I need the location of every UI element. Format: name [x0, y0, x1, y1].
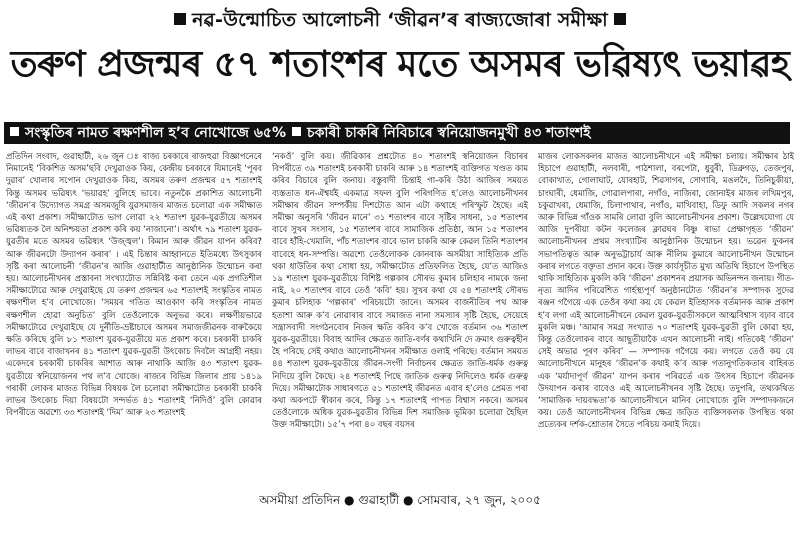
- article-column-3: [538, 150, 794, 468]
- article-body: [6, 150, 794, 468]
- column-text: প্ৰতিদিন সংবাদ, গুৱাহাটী, ২৬ জুন ঃ ৰাজ্য চৰকাৰে ৰাজহুৱা বিজ্ঞাপনেৰে নিমানেই ‘বিকশিত অসম’ছবি দেখুৱাওক কিয়, কেন্দ্ৰীয় চৰকাৰে যিমানেই ‘পূৰব দুৱাৰ’ খোলাৰ সপোন দেখুৱাওক কিয়, অসমৰ তৰুণ প্ৰজন্মৰ ৫৭ শতাংশই কিন্তু অসমৰ ভৱিষ্যৎ ‘ভয়াৱহ’ বুলিহে ভাবে। নতুনকৈ প্ৰকাশিত আলোচনী ‘জীৱন’ৰ উদ্যোগত সমগ্ৰ অসমজুৰি যুৱসমাজৰ মাজত চলোৱা এক সমীক্ষাত এই কথা প্ৰকাশ। সমীক্ষাটোত ভাগ লোৱা ২২ শতাংশ যুৱক-যুৱতীয়ে অসমৰ ভৱিষ্যতক লৈ অনিশ্চয়তা প্ৰকাশ কৰি কয় ‘নাজানো’। অৰ্থাৎ ৭৯ শতাংশ যুৱক-যুৱতীৰ মতে অসমৰ ভৱিষ্যৎ ‘উজ্জ্বল’। কিমান আৰু জীৱন যাপন কৰিব? আৰু জীৱনটো উদ্যাপন কৰাৰ’ । এই চিন্তাৰ আহ্বানতে ইতিমধ্যে উৎসুকাৰ সৃষ্টি কৰা আলোচনী ‘জীৱন’ৰ আজি গুৱাহাটীত আনুষ্ঠানিক উন্মোচন কৰা হয়। আলোচনীখনৰ প্ৰস্তাবনা সংখ্যাটোত সন্নিবিষ্ট কৰা তেনে এক প্ৰগতিশীল সমীক্ষাটোৱে আৰু দেখুৱাইছে যে তৰুণ প্ৰজন্মৰ ৬৫ শতাংশই সংস্কৃতিৰ নামত ৰক্ষণশীল হ’ব নোখোজে। ‘সময়ৰ গতিত আওকাণ কৰি সংস্কৃতিৰ নামত ৰক্ষণশীল হোৱা অনুচিত’ বুলি তেওঁলোকে অনুভৱ কৰে। লক্ষণীয়ভাৱে সমীক্ষাটোৱে দেখুৱাইছে যে দুৰ্নীতি-ভ্ৰষ্টাচাৰে অসমৰ সমাজজীৱনক বাৰুকৈয়ে ক্ষতি কৰিছে বুলি ৮১ শতাংশ যুৱক-যুৱতীয়ে মত প্ৰকাশ কৰে। চৰকাৰী চাকৰি লাভৰ বাবে বাজাখনৰ ৪১ শতাংশ যুৱক-যুৱতী উৎকোচ দিবলৈ আগ্ৰহী নহয়। একেদৰে চৰকাৰী চাকৰিৰ আশাত আৰু নাথাকি আজি ৪৩ শতাংশ যুৱক-যুৱতীয়ে স্বনিয়োজনৰ পথ ল’ব খোজে। ৰাজ্যৰ বিভিন্ন জিলাৰ প্ৰায় ১৪১৯ গৰাকী লোকৰ মাজত বিভিন্ন বিষয়ক লৈ চলোৱা সমীক্ষাটোত চৰকাৰী চাকৰি লাভৰ উৎকোচ দিয়া বিষয়টো সন্দৰ্ভত ৪১ শতাংশই ‘নিদিওঁ’ বুলি কোৱাৰ বিপৰীতে অৱশ্যে ৩৩ শতাংশই ‘দিম’ আৰু ২৩ শতাংশই: [6, 151, 262, 418]
- kicker-text: নৱ-উন্মোচিত আলোচনী ‘জীৱন’ৰ ৰাজ্যজোৰা সমীক্ষা: [192, 9, 608, 31]
- column-text: মাজৰ লোকসকলৰ মাজত আলোচনীখনে এই সমীক্ষা চলায়। সমীক্ষাৰ ঠাই হিচাপে গুৱাহাটী, নলবাৰী, পাঠশালা, বৰপেটা, ধুবুৰী, ডিব্ৰুগড়, তেজপুৰ, বোকাখাত, গোলাঘাট, যোৰহাট, শিৱসাগৰ, সোণাৰি, মঙলদৈ, তিনিচুকীয়া, চাংঘাৰী, ধেমাজি, গোৱালপাৰা, নগাঁও, নাজিৰা, জোনাইৰ মাজৰ লখিমপুৰ, চকুৱাখৰা, ধেমাজি, চিলাপাথাৰ, নগাঁও, মাখিবাহা, ডিফু আদি সকলৰ নগৰ আৰু বিভিন্ন গাঁওক সামৰি লোৱা বুলি আলোচনীখনৰ প্ৰকাশ। উল্লেখযোগ্য যে আজি দুপৰীয়া কটন কলেজৰ ক্লাৱঘৰ বিষ্ণু ৰাভা প্ৰেক্ষাগৃহত ‘জীৱন’ আলোচনীখনৰ প্ৰথম সংখ্যাটিৰ আনুষ্ঠানিক উন্মোচন হয়। ভৱেন ফুকনৰ সভাপতিত্বত আৰু অনুভট্টাচাৰ্য আৰু নীলিম কুমাৰে আলোচনীখন উন্মোচন কৰাৰ লগতে বক্তৃতা প্ৰদান কৰে। উক্ত কাৰ্যসূচীত মুখ্য অতিথি হিচাপে উপস্থিত থাকি সাহিত্যিক মুকলি কৰি ‘জীৱন’ প্ৰকাশনৰ প্ৰয়াসক অভিনন্দন জনায়। গীত-নৃত্য আদিৰ পৰিৱেশিত গাৰ্হস্থ্যপূৰ্ণ অনুষ্ঠানটোত ‘জীৱন’ৰ সম্পাদক সুদেৱ ৰঞ্জন গগৈয়ে এক তেওঁৰ কথা কয় যে কেৱল ইতিহাসক বৰ্তমানক আৰু প্ৰকাশ হ’ব লগা এই আলোচনীখনে কেৱল যুৱক-যুৱতীসকলে আত্মবিশ্বাস বঢ়াব বাবে মুকলি মঞ্চ। ‘আমাৰ সমগ্ৰ সংখ্যাত ৭০ শতাংশই যুৱক-যুৱতী বুলি কোৱা হয়, কিন্তু তেওঁলোকৰ বাবে আছুতীয়াকৈ এখন আলোচনী নাই। গতিকেই ‘জীৱন’ সেই অভাৱ পূৰণ কৰিব’ — সম্পাদক গগৈয়ে কয়। লগতে তেওঁ কয় যে আলোচনীখনে মানুহৰ ‘জীৱন’ক কথাই ক’ব আৰু গতানুগতিকতাৰ বাহিৰত এক ‘মৰ্যাদাপূৰ্ণ জীৱন’ যাপন কৰাৰ পৰিৱৰ্তে এক উৎসৰ হিচাপে জীৱনক উদযাপন কৰাৰ বাবেও এই আলোচনীখনৰ সৃষ্টি হৈছে। তদুপৰি, তথ্যকথিত ‘সামাজিক দায়বদ্ধতা’ক আলোচনীখনে মানিব নোখোজে বুলি সম্পাদকজনে কয়। তেওঁ আলোচনীখনৰ বিভিন্ন ক্ষেত্ৰ জড়িত ব্যক্তিসকলক উপস্থিত থকা প্ৰত্যেকৰ দৰ্শক-শ্ৰোতাৰ সৈতে পৰিচয় কৰাই দিয়ে।: [538, 151, 794, 430]
- article-column-1: [6, 150, 262, 468]
- subheading-2: চকাৰী চাকৰি নিবিচাৰে স্বনিয়োজনমুখী ৪৩ শতাংশই: [307, 125, 591, 141]
- bullet-square-icon: [174, 13, 186, 25]
- bullet-square-icon: [614, 13, 626, 25]
- kicker-line: [0, 6, 800, 38]
- publication-date: সোমবাৰ, ২৭ জুন, ২০০৫: [417, 493, 541, 507]
- separator-bullet: ●: [343, 493, 359, 507]
- city-name: গুৱাহাটী: [358, 493, 400, 507]
- bullet-square-icon: [10, 127, 19, 136]
- column-text: ‘নকওঁ’ বুলি কয়। জীৱিকাৰ প্ৰশ্নটোত ৪০ শতাংশই স্বনিয়োজন বিচাৰৰ বিপৰীতে ৩৯ শতাংশই চৰকাৰী চাকৰি আৰু ১৪ শতাংশই ব্যক্তিগত খণ্ডত কাম কৰিব বিচাৰে বুলি জনায়। বস্তুবাদী চিন্তাই গা-কৰি উঠা আজিৰ সময়ত ব্যস্ততাত ধন-ঐশ্বৰ্যই একমাত্ৰ সফল বুলি পৰিগণিত হ’লেও আলোচনীখনৰ সমীক্ষাৰ জীৱন সম্পৰ্কীয় দিশটোত আন এটা কথাহে পৰিস্ফুট হৈছে। এই সমীক্ষা অনুসৰি ‘জীৱন মানে’ ৩১ শতাংশৰ বাবে সৃষ্টিৰ সাধনা, ১৫ শতাংশৰ বাবে সুখৰ সংসাৰ, ১৫ শতাংশৰ বাবে সামাজিক প্ৰতিষ্ঠা, আন ১৫ শতাংশৰ বাবে হাঁহি-খেমালি, পাঁচ শতাংশৰ বাবে ভাল চাকৰি আৰু কেৱল তিনি শতাংশৰ বাবেহে ধন-সম্পত্তি। অৱশ্যে তেওঁলোকক কোনবাক অসমীয়া সাহিত্যিক প্ৰতি থকা ধাউতিৰ কথা সোধা হয়, সমীক্ষাটোত প্ৰতিফলিত হৈছে, যে’ত আজিও ১৯ শতাংশ যুৱক-যুৱতীয়ে বিশিষ্ট গল্পকাৰ সৌৰভ কুমাৰ চলিহাৰ নামকে জনা নাই, ২০ শতাংশৰ বাবে তেওঁ ‘কবি’ হয়। সুখৰ কথা যে ৫৪ শতাংশই সৌৰভ কুমাৰ চলিহাক ‘গল্পকাৰ’ পৰিচয়টো জানে। অসমৰ বাজনীতিৰ পথ আৰু হতাশা আৰু ক’ব নোৱাৰাৰ বাবে সমাজত নানা সমস্যাৰ সৃষ্টি হৈছে, সেয়েহে সন্ত্ৰাসবাদী সংগঠনবোৰ নিজৰ ক্ষতি কৰিব ক’ব খোজে বৰ্তমান ৩৬ শতাংশ যুৱক-যুৱতীয়ে। বিবাহ আদিৰ ক্ষেত্ৰত জাতি-বৰ্ণৰ কথাখিনি দে ক্ৰমাৎ গুৰুত্বহীন হৈ পৰিছে সেই কথাও আলোচনীখনৰ সমীক্ষাত ওলাই পৰিছে। বৰ্তমান সময়ত ৪৪ শতাংশ যুৱক-যুৱতীয়ে জীৱন-সংগী নিৰ্বাচনৰ ক্ষেত্ৰত জাতি-ধৰ্মক গুৰুত্ব নিদিয়ে বুলি কৈছে। ২৪ শতাংশই পিছে জাতিক গুৰুত্ব নিদিলেও ধৰ্মক গুৰুত্ব দিয়ে। সমীক্ষাটোক সাধাৰণতে ৫১ শতাংশই জীৱনত এবাৰ হ’লেও প্ৰেমত পৰা কথা অকপটে স্বীকাৰ কৰে, কিন্তু ১৭ শতাংশই পাপত বিশ্বাস নকৰে। অসমৰ তেওঁলোকে অধিক যুৱক-যুৱতীৰ বিভিন্ন দিশ সমাজিক ভূমিকা চলোৱা হৈছিল উক্ত সমীক্ষাটো। ১৫’৭ পৰা ৪০ বছৰ বয়সৰ: [272, 151, 528, 430]
- bullet-square-icon: [292, 127, 301, 136]
- headline: তৰুণ প্ৰজন্মৰ ৫৭ শতাংশৰ মতে অসমৰ ভৱিষ্যৎ ভয়াৱহ: [10, 44, 790, 85]
- newspaper-name: অসমীয়া প্ৰতিদিন: [259, 493, 341, 507]
- article-column-2: [272, 150, 528, 468]
- footer-dateline: [0, 492, 800, 512]
- subheading-1: সংস্কৃতিৰ নামত ৰক্ষণশীল হ’ব নোখোজে ৬৫%: [25, 125, 287, 141]
- separator-bullet: ●: [403, 493, 418, 507]
- subheading-bar: [4, 122, 790, 144]
